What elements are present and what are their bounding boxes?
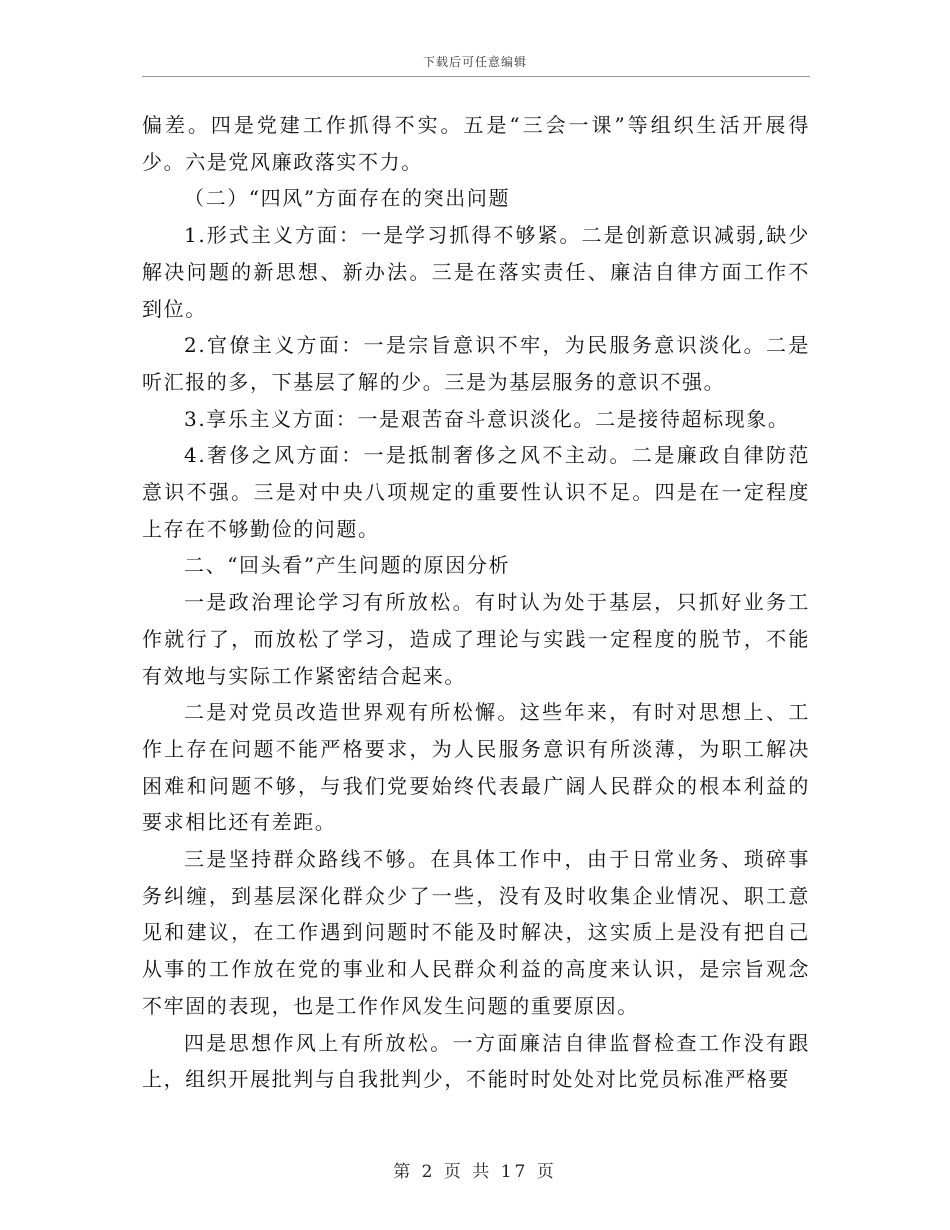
paragraph: 2.官僚主义方面：一是宗旨意识不牢，为民服务意识淡化。二是听汇报的多，下基层了解的少。三是为基层服务的意识不强。 [142,333,810,394]
section-heading: 二、“回头看”产生问题的原因分析 [184,553,511,578]
paragraph: 四是思想作风上有所放松。一方面廉洁自律监督检查工作没有跟上，组织开展批判与自我批判少，不能时时处处对比党员标准严格要 [142,1030,810,1092]
section-heading: （二）“四风”方面存在的突出问题 [184,186,511,211]
paragraph: 偏差。四是党建工作抓得不实。五是“三会一课”等组织生活开展得少。六是党风廉政落实不力。 [142,113,810,174]
paragraph: 1.形式主义方面：一是学习抓得不够紧。二是创新意识减弱,缺少解决问题的新思想、新办法。三是在落实责任、廉洁自律方面工作不到位。 [142,223,810,321]
paragraph: 3.享乐主义方面：一是艰苦奋斗意识淡化。二是接待超标现象。 [184,406,790,431]
page-header: 下载后可任意编辑 [422,55,527,69]
paragraph: 三是坚持群众路线不够。在具体工作中，由于日常业务、琐碎事务纠缠，到基层深化群众少了一些，没有及时收集企业情况、职工意见和建议，在工作遇到问题时不能及时解决，这实质上是没有把自己从事的工作放在党的事业和人民群众利益的高度来认识，是宗旨观念不牢固的表现，也是工作作风发生问题的重要原因。 [142,847,810,1018]
paragraph: 二是对党员改造世界观有所松懈。这些年来，有时对思想上、工作上存在问题不能严格要求，为人民服务意识有所淡薄，为职工解决困难和问题不够，与我们党要始终代表最广阔人民群众的根本利益的要求相比还有差距。 [142,700,810,835]
document-body [142,107,810,1098]
paragraph: 4.奢侈之风方面：一是抵制奢侈之风不主动。二是廉政自律防范意识不强。三是对中央八项规定的重要性认识不足。四是在一定程度上存在不够勤俭的问题。 [142,443,810,541]
paragraph: 一是政治理论学习有所放松。有时认为处于基层，只抓好业务工作就行了，而放松了学习，造成了理论与实践一定程度的脱节，不能有效地与实际工作紧密结合起来。 [142,590,810,688]
page-number-footer: 第 2 页 共 17 页 [393,1162,557,1182]
header-divider [142,76,810,77]
